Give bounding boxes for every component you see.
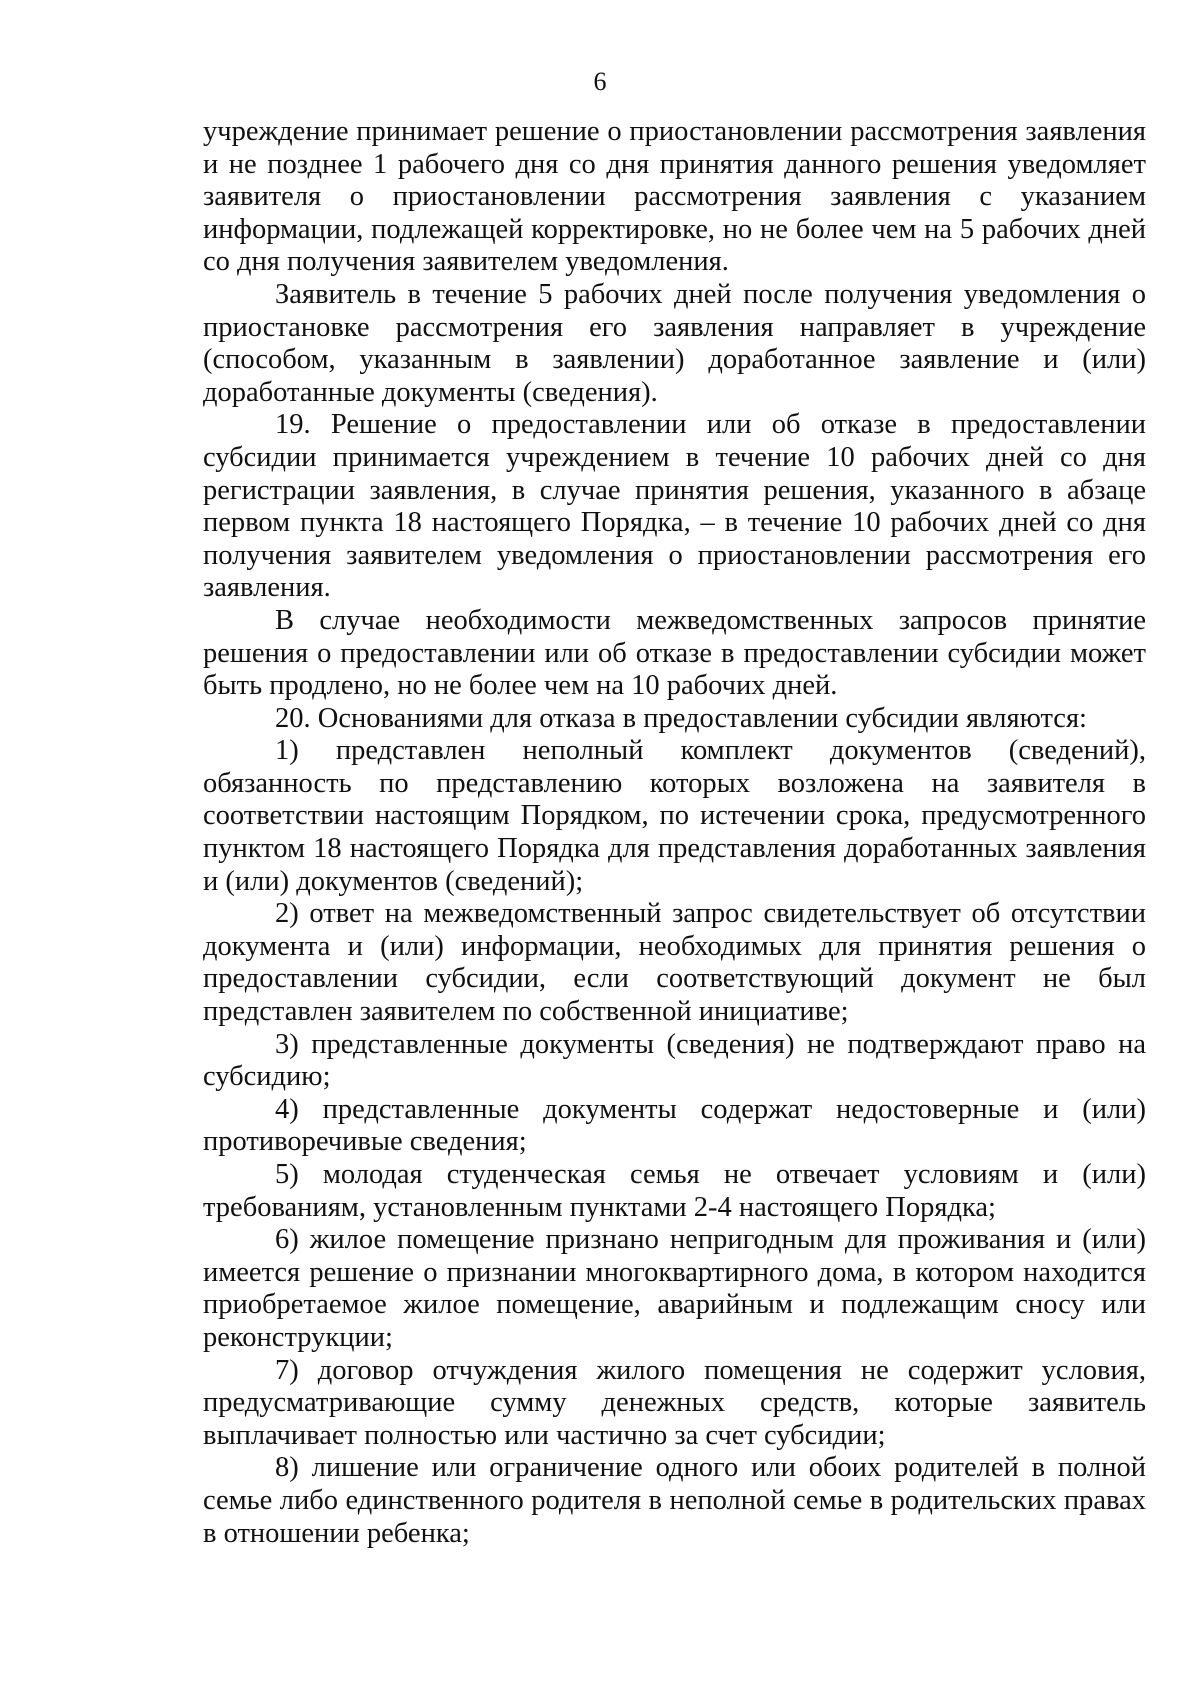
paragraph-continuation: учреждение принимает решение о приостановлении рассмотрения заявления и не позднее 1 рабочего дня со дня принятия данного решения уведомляет заявителя о приостановлении рассмотрения заявления с указанием информации, подлежащей корректировке, но не более чем на 5 рабочих дней со дня получения заявителем уведомления.: [203, 116, 1146, 278]
list-item-1: 1) представлен неполный комплект документов (сведений), обязанность по представлению которых возложена на заявителя в соответствии настоящим Порядком, по истечении срока, предусмотренного пунктом 18 настоящего Порядка для представления доработанных заявления и (или) документов (сведений);: [203, 735, 1146, 897]
paragraph-extension: В случае необходимости межведомственных запросов принятие решения о предоставлении или об отказе в предоставлении субсидии может быть продлено, но не более чем на 10 рабочих дней.: [203, 604, 1146, 702]
page-number: 6: [593, 67, 607, 96]
document-body: [203, 116, 1146, 1550]
list-item-2: 2) ответ на межведомственный запрос свидетельствует об отсутствии документа и (или) информации, необходимых для принятия решения о предоставлении субсидии, если соответствующий документ не был представлен заявителем по собственной инициативе;: [203, 898, 1146, 1028]
list-item-3: 3) представленные документы (сведения) не подтверждают право на субсидию;: [203, 1028, 1146, 1093]
list-item-8: 8) лишение или ограничение одного или обоих родителей в полной семье либо единственного родителя в неполной семье в родительских правах в отношении ребенка;: [203, 1452, 1146, 1549]
list-item-5: 5) молодая студенческая семья не отвечает условиям и (или) требованиям, установленным пунктами 2-4 настоящего Порядка;: [203, 1159, 1146, 1223]
paragraph-item-19: 19. Решение о предоставлении или об отказе в предоставлении субсидии принимается учреждением в течение 10 рабочих дней со дня регистрации заявления, в случае принятия решения, указанного в абзаце первом пункта 18 настоящего Порядка, – в течение 10 рабочих дней со дня получения заявителем уведомления о приостановлении рассмотрения его заявления.: [203, 409, 1146, 604]
paragraph-applicant-revision: Заявитель в течение 5 рабочих дней после получения уведомления о приостановке рассмотрения его заявления направляет в учреждение (способом, указанным в заявлении) доработанное заявление и (или) доработанные документы (сведения).: [203, 278, 1146, 408]
paragraph-item-20: 20. Основаниями для отказа в предоставлении субсидии являются:: [275, 702, 1087, 734]
list-item-6: 6) жилое помещение признано непригодным для проживания и (или) имеется решение о признании многоквартирного дома, в котором находится приобретаемое жилое помещение, аварийным и подлежащим сносу или реконструкции;: [203, 1224, 1146, 1353]
list-item-7: 7) договор отчуждения жилого помещения не содержит условия, предусматривающие сумму денежных средств, которые заявитель выплачивает полностью или частично за счет субсидии;: [203, 1354, 1146, 1451]
list-item-4: 4) представленные документы содержат недостоверные и (или) противоречивые сведения;: [203, 1093, 1146, 1158]
